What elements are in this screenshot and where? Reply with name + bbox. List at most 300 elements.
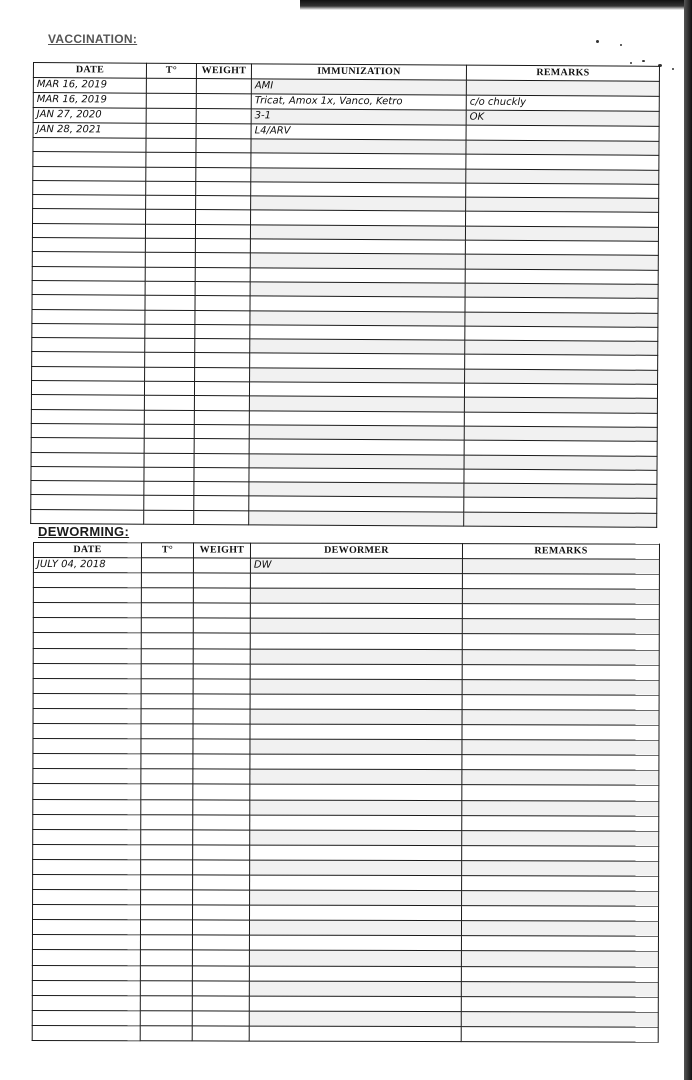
cell-weight	[193, 573, 250, 588]
table-row	[33, 784, 659, 801]
cell-date	[33, 844, 141, 859]
cell-remarks	[464, 483, 657, 498]
cell-remarks	[464, 512, 657, 527]
cell-dewormer	[250, 603, 462, 619]
cell-remarks	[465, 255, 658, 270]
cell-remarks	[462, 740, 659, 756]
cell-temp	[141, 875, 193, 890]
cell-remarks	[462, 770, 659, 786]
header-date: DATE	[33, 543, 141, 558]
cell-dewormer	[250, 588, 462, 604]
cell-immunization: Tricat, Amox 1x, Vanco, Ketro	[251, 94, 466, 110]
cell-temp	[146, 78, 196, 93]
cell-temp	[140, 920, 192, 935]
cell-temp	[141, 814, 193, 829]
cell-immunization	[249, 496, 464, 512]
cell-temp	[144, 496, 194, 511]
cell-weight	[195, 281, 250, 296]
cell-remarks	[462, 830, 659, 846]
cell-temp	[145, 253, 195, 268]
table-row	[33, 799, 659, 816]
cell-weight	[193, 799, 250, 814]
cell-temp	[141, 633, 193, 648]
cell-dewormer	[250, 860, 462, 876]
table-row	[32, 965, 658, 982]
cell-dewormer	[250, 830, 462, 846]
cell-weight	[194, 496, 249, 511]
cell-remarks	[462, 649, 659, 665]
cell-immunization	[249, 410, 464, 426]
table-row	[32, 980, 658, 997]
cell-remarks	[462, 574, 659, 590]
cell-immunization	[250, 282, 465, 298]
cell-date	[33, 874, 141, 889]
header-immunization: IMMUNIZATION	[251, 64, 466, 80]
table-row	[33, 754, 659, 771]
cell-immunization: 3-1	[251, 109, 466, 125]
cell-weight	[196, 181, 251, 196]
cell-immunization	[250, 339, 465, 355]
cell-dewormer	[250, 875, 462, 891]
cell-dewormer	[250, 649, 462, 665]
cell-weight	[193, 739, 250, 754]
cell-dewormer	[249, 981, 461, 997]
cell-temp	[145, 367, 195, 382]
header-weight: WEIGHT	[193, 543, 250, 558]
table-row	[33, 829, 659, 846]
cell-date	[32, 280, 145, 295]
table-row	[33, 633, 659, 650]
header-weight: WEIGHT	[196, 63, 251, 78]
cell-temp	[144, 396, 194, 411]
cell-weight	[193, 618, 250, 633]
cell-date	[32, 980, 140, 995]
cell-weight	[192, 996, 249, 1011]
cell-dewormer	[250, 754, 462, 770]
cell-date	[32, 352, 145, 367]
cell-dewormer	[250, 618, 462, 634]
scan-edge-top	[300, 0, 692, 10]
cell-temp	[146, 108, 196, 123]
cell-temp	[141, 799, 193, 814]
cell-temp	[140, 1026, 192, 1041]
cell-temp	[145, 267, 195, 282]
deworming-table	[32, 542, 660, 1043]
cell-remarks	[462, 755, 659, 771]
cell-date	[31, 466, 144, 481]
cell-weight	[192, 981, 249, 996]
cell-date	[33, 739, 141, 754]
cell-remarks	[462, 815, 659, 831]
cell-date	[32, 323, 145, 338]
cell-date	[33, 769, 141, 784]
cell-weight	[193, 769, 250, 784]
cell-remarks	[466, 212, 659, 227]
cell-date	[33, 152, 146, 167]
cell-weight	[195, 324, 250, 339]
cell-immunization	[250, 353, 465, 369]
cell-weight	[195, 296, 250, 311]
cell-remarks	[465, 240, 658, 255]
cell-temp	[141, 845, 193, 860]
cell-dewormer	[250, 815, 462, 831]
cell-remarks	[464, 440, 657, 455]
cell-remarks	[462, 634, 659, 650]
header-remarks: REMARKS	[462, 544, 659, 560]
cell-remarks	[462, 845, 659, 861]
cell-remarks	[464, 412, 657, 427]
cell-temp	[144, 410, 194, 425]
table-row	[33, 724, 659, 741]
cell-remarks: c/o chuckly	[466, 95, 659, 111]
cell-immunization	[251, 196, 466, 212]
cell-remarks	[461, 1027, 658, 1043]
cell-date	[32, 950, 140, 965]
deworming-title: DEWORMING:	[38, 524, 130, 539]
cell-immunization	[251, 153, 466, 169]
cell-weight	[194, 410, 249, 425]
header-remarks: REMARKS	[466, 65, 659, 81]
cell-remarks	[462, 710, 659, 726]
cell-temp	[145, 310, 195, 325]
cell-remarks	[465, 326, 658, 341]
cell-immunization	[249, 482, 464, 498]
table-row	[33, 844, 659, 861]
header-temp: T°	[141, 543, 193, 558]
cell-date	[32, 965, 140, 980]
cell-remarks	[464, 426, 657, 441]
cell-weight	[194, 424, 249, 439]
cell-immunization	[250, 239, 465, 255]
cell-date	[32, 1010, 140, 1025]
cell-weight	[192, 1026, 249, 1041]
cell-temp	[141, 694, 193, 709]
cell-immunization	[251, 182, 466, 198]
cell-immunization	[249, 453, 464, 469]
cell-remarks	[461, 966, 658, 982]
cell-date	[31, 381, 144, 396]
cell-temp	[146, 167, 196, 182]
cell-remarks	[465, 312, 658, 327]
cell-remarks	[462, 664, 659, 680]
cell-remarks	[462, 694, 659, 710]
cell-date	[33, 209, 146, 224]
cell-immunization	[250, 253, 465, 269]
cell-immunization	[251, 210, 466, 226]
cell-weight	[196, 93, 251, 108]
cell-weight	[193, 724, 250, 739]
table-row	[33, 603, 659, 620]
cell-date	[32, 935, 140, 950]
cell-weight	[193, 905, 250, 920]
cell-remarks	[461, 951, 658, 967]
table-row	[33, 573, 659, 590]
cell-temp	[141, 905, 193, 920]
cell-dewormer	[250, 784, 462, 800]
cell-date: JAN 28, 2021	[33, 123, 146, 139]
cell-temp	[141, 618, 193, 633]
cell-immunization	[249, 396, 464, 412]
cell-date	[31, 509, 144, 524]
cell-dewormer	[250, 573, 462, 589]
cell-weight	[193, 890, 250, 905]
cell-remarks	[464, 383, 657, 398]
cell-weight	[193, 875, 250, 890]
cell-dewormer	[250, 634, 462, 650]
cell-immunization	[250, 310, 465, 326]
cell-date	[33, 829, 141, 844]
cell-immunization	[250, 225, 465, 241]
cell-weight	[193, 784, 250, 799]
table-row	[33, 859, 659, 876]
cell-date	[33, 859, 141, 874]
cell-date	[32, 920, 140, 935]
table-row	[33, 678, 659, 695]
cell-temp	[144, 381, 194, 396]
cell-remarks	[465, 269, 658, 284]
cell-immunization	[251, 139, 466, 155]
cell-date	[33, 724, 141, 739]
cell-temp	[145, 281, 195, 296]
cell-weight	[192, 965, 249, 980]
cell-temp	[141, 558, 193, 573]
cell-weight	[194, 467, 249, 482]
cell-remarks: OK	[466, 110, 659, 126]
cell-immunization	[250, 325, 465, 341]
cell-remarks	[464, 397, 657, 412]
table-row	[32, 920, 658, 937]
table-row	[33, 874, 659, 891]
cell-weight	[192, 950, 249, 965]
cell-weight	[194, 453, 249, 468]
cell-weight	[196, 196, 251, 211]
cell-date	[32, 223, 145, 238]
cell-remarks	[464, 469, 657, 484]
cell-temp	[141, 784, 193, 799]
cell-weight	[193, 709, 250, 724]
cell-date	[32, 266, 145, 281]
cell-weight	[193, 633, 250, 648]
cell-remarks	[462, 860, 659, 876]
cell-remarks	[465, 297, 658, 312]
cell-dewormer	[250, 905, 462, 921]
cell-temp	[144, 510, 194, 525]
cell-weight	[193, 648, 250, 663]
cell-temp	[141, 769, 193, 784]
cell-date	[32, 309, 145, 324]
cell-date: JULY 04, 2018	[33, 558, 141, 573]
cell-remarks	[462, 619, 659, 635]
table-row	[32, 1010, 658, 1027]
cell-temp	[145, 238, 195, 253]
cell-weight	[195, 367, 250, 382]
cell-remarks	[462, 679, 659, 695]
table-row	[32, 950, 658, 967]
cell-temp	[141, 663, 193, 678]
cell-temp	[141, 860, 193, 875]
header-date: DATE	[33, 63, 146, 79]
cell-dewormer	[250, 709, 462, 725]
cell-weight	[195, 310, 250, 325]
cell-temp	[140, 965, 192, 980]
header-dewormer: DEWORMER	[250, 543, 462, 559]
cell-dewormer	[250, 800, 462, 816]
table-row	[32, 1025, 658, 1042]
cell-temp	[141, 588, 193, 603]
cell-dewormer	[250, 664, 462, 680]
table-row	[33, 739, 659, 756]
cell-immunization	[250, 296, 465, 312]
table-row	[33, 558, 659, 575]
cell-immunization	[249, 511, 464, 527]
cell-temp	[141, 829, 193, 844]
cell-remarks	[461, 1011, 658, 1027]
cell-dewormer	[249, 966, 461, 982]
cell-temp	[146, 152, 196, 167]
cell-weight	[196, 210, 251, 225]
cell-weight	[193, 603, 250, 618]
cell-temp	[144, 481, 194, 496]
cell-weight	[192, 920, 249, 935]
cell-date	[32, 238, 145, 253]
cell-date	[33, 693, 141, 708]
cell-remarks	[462, 876, 659, 892]
cell-dewormer	[250, 694, 462, 710]
cell-date	[31, 452, 144, 467]
header-temp: T°	[146, 63, 196, 78]
cell-date	[31, 409, 144, 424]
table-row	[33, 814, 659, 831]
cell-date	[31, 481, 144, 496]
table-row	[33, 648, 659, 665]
cell-weight	[193, 815, 250, 830]
cell-remarks	[462, 559, 659, 575]
cell-remarks	[462, 785, 659, 801]
cell-dewormer	[249, 1026, 461, 1042]
cell-remarks	[466, 197, 659, 212]
cell-dewormer	[250, 679, 462, 695]
cell-weight	[192, 1011, 249, 1026]
cell-weight	[192, 935, 249, 950]
table-row	[33, 618, 659, 635]
cell-remarks	[461, 921, 658, 937]
cell-weight	[193, 558, 250, 573]
cell-weight	[193, 845, 250, 860]
cell-temp	[141, 648, 193, 663]
cell-dewormer	[250, 739, 462, 755]
cell-weight	[193, 754, 250, 769]
cell-weight	[194, 382, 249, 397]
cell-weight	[196, 123, 251, 138]
cell-remarks	[466, 169, 659, 184]
cell-temp	[141, 739, 193, 754]
cell-weight	[195, 239, 250, 254]
cell-date: MAR 16, 2019	[33, 93, 146, 109]
cell-date	[32, 252, 145, 267]
cell-weight	[193, 664, 250, 679]
cell-weight	[194, 439, 249, 454]
table-row	[33, 663, 659, 680]
cell-remarks	[466, 140, 659, 155]
cell-weight	[193, 830, 250, 845]
cell-weight	[195, 224, 250, 239]
cell-temp	[146, 181, 196, 196]
cell-weight	[194, 510, 249, 525]
cell-weight	[196, 138, 251, 153]
cell-remarks	[462, 891, 659, 907]
cell-immunization	[249, 425, 464, 441]
cell-immunization	[250, 368, 465, 384]
cell-remarks	[461, 936, 658, 952]
cell-date	[31, 495, 144, 510]
table-row	[33, 693, 659, 710]
cell-remarks	[465, 340, 658, 355]
cell-weight	[196, 108, 251, 123]
deworming-header-row	[33, 543, 659, 560]
cell-immunization	[249, 439, 464, 455]
cell-dewormer	[249, 951, 461, 967]
cell-date	[31, 423, 144, 438]
cell-weight	[194, 482, 249, 497]
cell-dewormer: DW	[250, 558, 462, 574]
cell-temp	[146, 138, 196, 153]
cell-date	[33, 166, 146, 181]
cell-temp	[141, 754, 193, 769]
cell-temp	[146, 195, 196, 210]
cell-weight	[195, 339, 250, 354]
cell-remarks	[465, 283, 658, 298]
cell-date	[33, 588, 141, 603]
cell-temp	[145, 338, 195, 353]
cell-date	[33, 180, 146, 195]
table-row	[32, 935, 658, 952]
cell-date	[33, 573, 141, 588]
cell-temp	[144, 467, 194, 482]
cell-remarks	[466, 80, 659, 96]
cell-temp	[141, 709, 193, 724]
cell-date	[33, 678, 141, 693]
cell-temp	[146, 210, 196, 225]
cell-temp	[145, 224, 195, 239]
table-row	[33, 905, 659, 922]
cell-date	[33, 603, 141, 618]
cell-date	[33, 814, 141, 829]
cell-remarks	[462, 589, 659, 605]
cell-dewormer	[250, 845, 462, 861]
cell-date	[31, 395, 144, 410]
cell-date	[33, 799, 141, 814]
vaccination-title: VACCINATION:	[48, 32, 138, 46]
cell-remarks	[465, 355, 658, 370]
cell-weight	[194, 396, 249, 411]
cell-date: JAN 27, 2020	[33, 108, 146, 124]
cell-temp	[140, 1011, 192, 1026]
cell-remarks	[462, 800, 659, 816]
cell-weight	[195, 353, 250, 368]
cell-remarks	[466, 154, 659, 169]
cell-date	[32, 1025, 140, 1040]
cell-temp	[144, 438, 194, 453]
cell-temp	[140, 996, 192, 1011]
cell-date: MAR 16, 2019	[33, 78, 146, 94]
cell-temp	[141, 603, 193, 618]
cell-dewormer	[249, 935, 461, 951]
cell-date	[33, 708, 141, 723]
cell-temp	[141, 724, 193, 739]
cell-weight	[195, 267, 250, 282]
table-row	[33, 588, 659, 605]
cell-remarks	[462, 906, 659, 922]
